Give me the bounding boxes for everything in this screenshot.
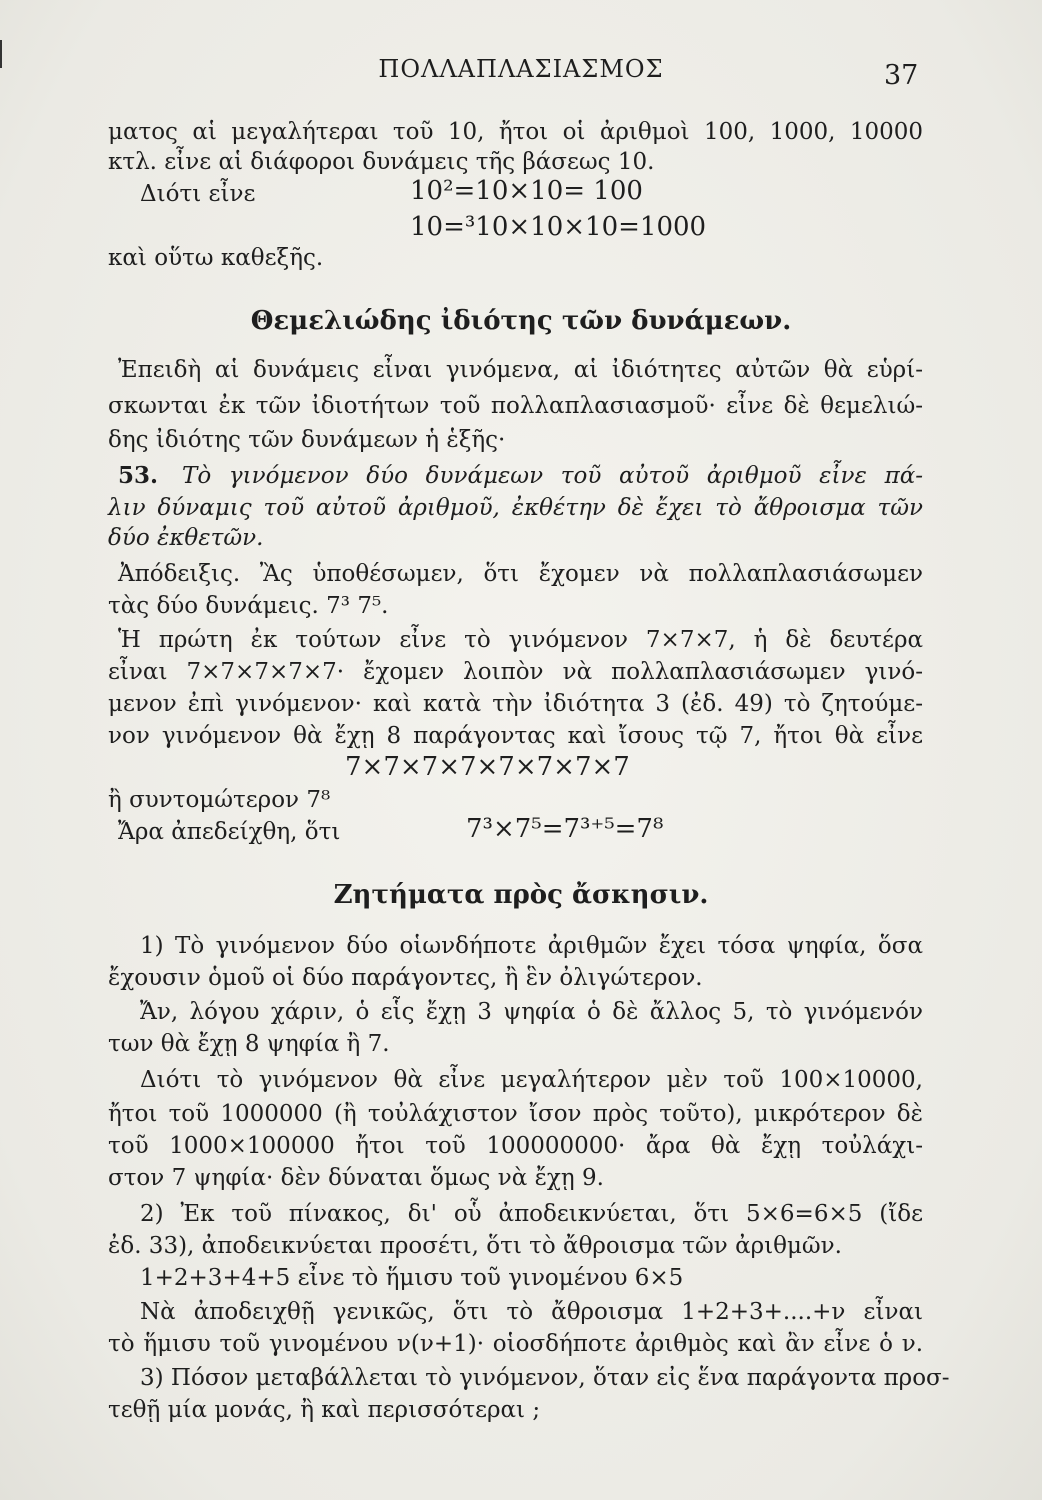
equation-3: 7×7×7×7×7×7×7×7: [345, 752, 630, 782]
exercise-line-3: Ἄν, λόγου χάριν, ὁ εἷς ἔχῃ 3 ψηφία ὁ δὲ ἄλλος 5, τὸ γινόμενόν: [140, 999, 923, 1025]
equation-2: 10=³10×10×10=1000: [410, 212, 707, 242]
exercise-line-12: Νὰ ἀποδειχθῇ γενικῶς, ὅτι τὸ ἄθροισμα 1+2+3+....+ν εἶναι: [140, 1299, 923, 1325]
exercises-heading: Ζητήματα πρὸς ἄσκησιν.: [333, 880, 709, 910]
text-line-11: εἶναι 7×7×7×7×7· ἔχομεν λοιπὸν νὰ πολλαπλασιάσωμεν γινό-: [108, 659, 923, 685]
text-line-3: Διότι εἶνε: [140, 181, 256, 207]
running-header: ΠΟΛΛΑΠΛΑΣΙΑΣΜΟΣ: [378, 55, 664, 83]
exercise-line-2: ἔχουσιν ὁμοῦ οἱ δύο παράγοντες, ἢ ἓν ὀλιγώτερον.: [108, 965, 703, 991]
text-line-1: ματος αἱ μεγαλήτεραι τοῦ 10, ἤτοι οἱ ἀριθμοὶ 100, 1000, 10000: [108, 119, 923, 145]
text-line-15: Ἄρα ἀπεδείχθη, ὅτι: [118, 819, 341, 845]
text-line-12: μενον ἐπὶ γινόμενον· καὶ κατὰ τὴν ἰδιότητα 3 (ἐδ. 49) τὸ ζητούμε-: [108, 691, 923, 717]
exercise-line-1: 1) Τὸ γινόμενον δύο οἱωνδήποτε ἀριθμῶν ἔχει τόσα ψηφία, ὅσα: [140, 933, 923, 959]
exercise-line-7: τοῦ 1000×100000 ἤτοι τοῦ 100000000· ἄρα θὰ ἔχῃ τοὐλάχι-: [108, 1133, 923, 1159]
theorem-line-1: Τὸ γινόμενον δύο δυνάμεων τοῦ αὐτοῦ ἀριθμοῦ εἶνε πά-: [182, 463, 923, 489]
equation-4: 7³×7⁵=7³⁺⁵=7⁸: [466, 814, 664, 844]
exercise-line-10: ἐδ. 33), ἀποδεικνύεται προσέτι, ὅτι τὸ ἄθροισμα τῶν ἀριθμῶν.: [108, 1233, 842, 1259]
text-line-7: δης ἰδιότης τῶν δυνάμεων ἡ ἑξῆς·: [108, 427, 506, 453]
exercise-line-13: τὸ ἥμισυ τοῦ γινομένου ν(ν+1)· οἱοσδήποτε ἀριθμὸς καὶ ἂν εἶνε ὁ ν.: [108, 1331, 923, 1357]
theorem-line-3: δύο ἐκθετῶν.: [108, 525, 264, 551]
equation-1: 10²=10×10= 100: [410, 176, 643, 206]
exercise-line-4: των θὰ ἔχῃ 8 ψηφία ἢ 7.: [108, 1031, 390, 1057]
text-line-5: Ἐπειδὴ αἱ δυνάμεις εἶναι γινόμενα, αἱ ἰδιότητες αὐτῶν θὰ εὑρί-: [118, 357, 923, 383]
text-line-10: Ἡ πρώτη ἐκ τούτων εἶνε τὸ γινόμενον 7×7×7, ἡ δὲ δευτέρα: [118, 627, 923, 653]
text-line-14: ἢ συντομώτερον 7⁸: [108, 787, 331, 813]
exercise-line-14: 3) Πόσον μεταβάλλεται τὸ γινόμενον, ὅταν εἰς ἕνα παράγοντα προσ-: [140, 1365, 950, 1391]
text-line-8: Ἀπόδειξις. Ἂς ὑποθέσωμεν, ὅτι ἔχομεν νὰ πολλαπλασιάσωμεν: [118, 561, 923, 587]
exercise-line-11: 1+2+3+4+5 εἶνε τὸ ἥμισυ τοῦ γινομένου 6×5: [140, 1265, 684, 1291]
text-line-2: κτλ. εἶνε αἱ διάφοροι δυνάμεις τῆς βάσεως 10.: [108, 149, 655, 175]
exercise-line-5: Διότι τὸ γινόμενον θὰ εἶνε μεγαλήτερον μὲν τοῦ 100×10000,: [140, 1067, 923, 1093]
paragraph-number: 53.: [118, 462, 159, 489]
exercise-line-15: τεθῇ μία μονάς, ἢ καὶ περισσότεραι ;: [108, 1397, 541, 1423]
text-line-4: καὶ οὕτω καθεξῆς.: [108, 245, 324, 271]
text-line-6: σκωνται ἐκ τῶν ἰδιοτήτων τοῦ πολλαπλασιασμοῦ· εἶνε δὲ θεμελιώ-: [108, 393, 923, 419]
text-line-9: τὰς δύο δυνάμεις. 7³ 7⁵.: [108, 593, 389, 619]
exercise-line-8: στον 7 ψηφία· δὲν δύναται ὅμως νὰ ἔχῃ 9.: [108, 1165, 604, 1191]
exercise-line-9: 2) Ἐκ τοῦ πίνακος, δι' οὗ ἀποδεικνύεται, ὅτι 5×6=6×5 (ἴδε: [140, 1201, 923, 1227]
exercise-line-6: ἤτοι τοῦ 1000000 (ἢ τοὐλάχιστον ἴσον πρὸς τοῦτο), μικρότερον δὲ: [108, 1101, 923, 1127]
text-line-13: νον γινόμενον θὰ ἔχῃ 8 παράγοντας καὶ ἴσους τῷ 7, ἤτοι θὰ εἶνε: [108, 723, 923, 749]
theorem-line-2: λιν δύναμις τοῦ αὐτοῦ ἀριθμοῦ, ἐκθέτην δὲ ἔχει τὸ ἄθροισμα τῶν: [108, 495, 923, 521]
page-number: 37: [884, 60, 919, 91]
section-heading: Θεμελιώδης ἰδιότης τῶν δυνάμεων.: [250, 306, 792, 336]
